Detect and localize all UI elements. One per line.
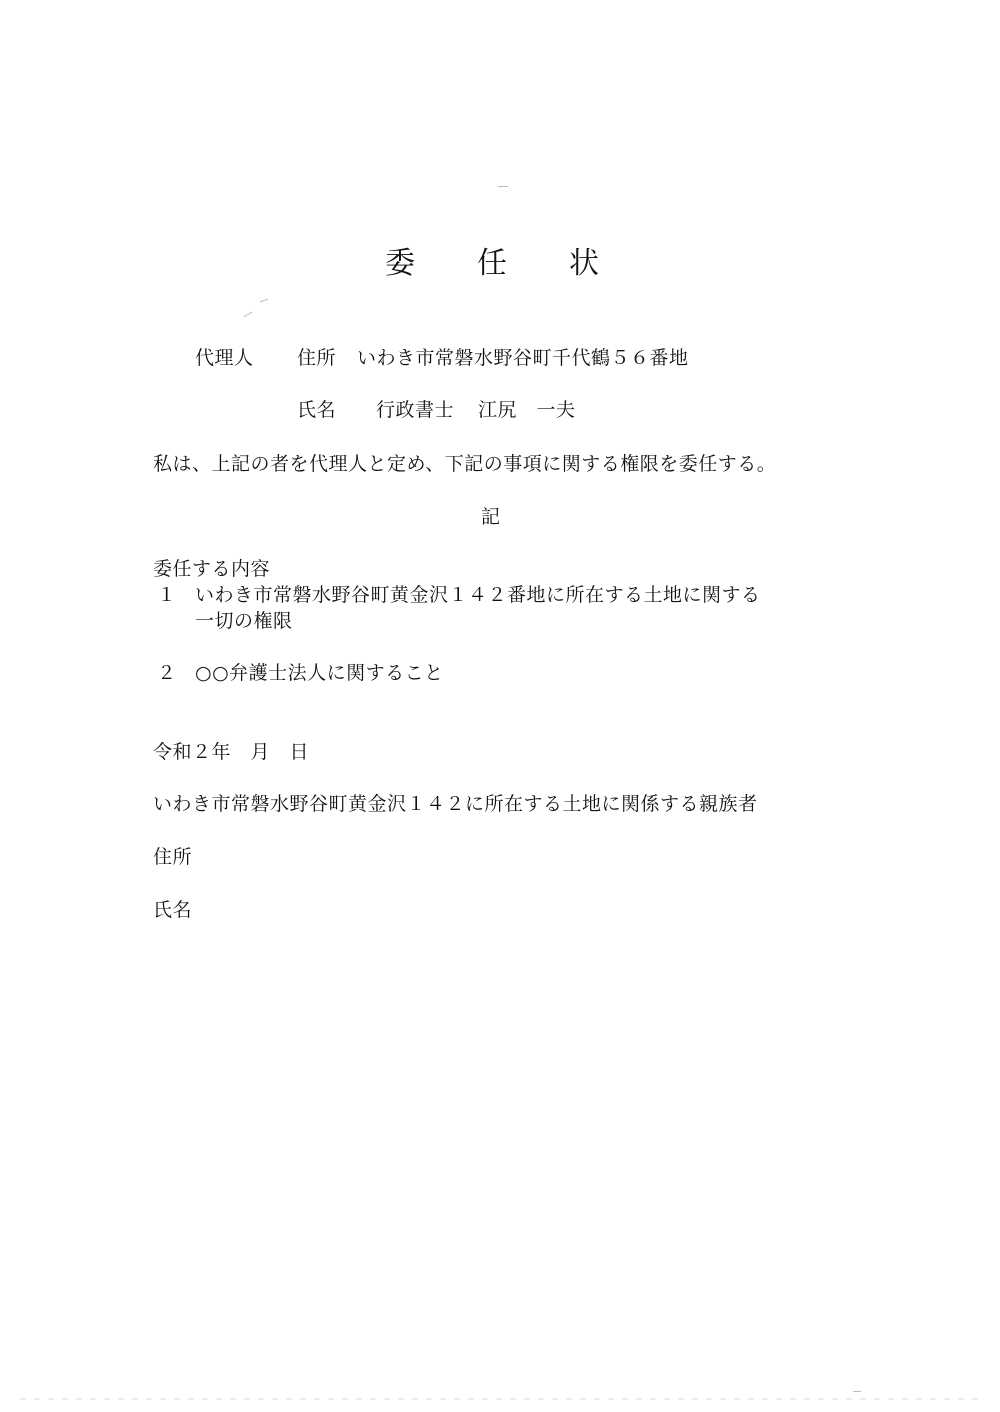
signer-name-label: 氏名 <box>153 899 193 921</box>
title-char: 委 <box>385 246 415 281</box>
agent-name-label: 氏名 <box>297 399 337 421</box>
scan-speck <box>853 1391 861 1392</box>
scan-speck <box>260 299 268 303</box>
agent-address-label: 住所 <box>297 347 337 369</box>
item-text-line1: いわき市常磐水野谷町黄金沢１４２番地に所在する土地に関する <box>195 584 761 606</box>
relatives-line: いわき市常磐水野谷町黄金沢１４２に所在する土地に関係する親族者 <box>153 793 758 815</box>
item-number: ２ <box>157 662 177 684</box>
document-date: 令和２年 月 日 <box>153 741 310 763</box>
ki-heading: 記 <box>481 506 501 528</box>
item-number: １ <box>157 584 177 606</box>
scan-speck <box>243 312 252 318</box>
item-text-line1: ○○弁護士法人に関すること <box>195 662 444 684</box>
agent-label: 代理人 <box>195 347 254 369</box>
agent-name-title: 行政書士 <box>376 399 455 421</box>
agent-address-value: いわき市常磐水野谷町千代鶴５６番地 <box>357 347 689 369</box>
scan-edge-noise <box>20 1398 980 1400</box>
title-char: 任 <box>477 246 507 281</box>
delegation-statement: 私は、上記の者を代理人と定め、下記の事項に関する権限を委任する。 <box>153 453 777 475</box>
document-title <box>385 244 599 284</box>
signer-address-label: 住所 <box>153 846 193 868</box>
contents-heading: 委任する内容 <box>153 558 271 580</box>
agent-name-value: 江尻 一夫 <box>478 399 576 421</box>
item-text-line2: 一切の権限 <box>195 610 293 632</box>
title-char: 状 <box>569 246 599 281</box>
scan-speck <box>498 186 508 187</box>
